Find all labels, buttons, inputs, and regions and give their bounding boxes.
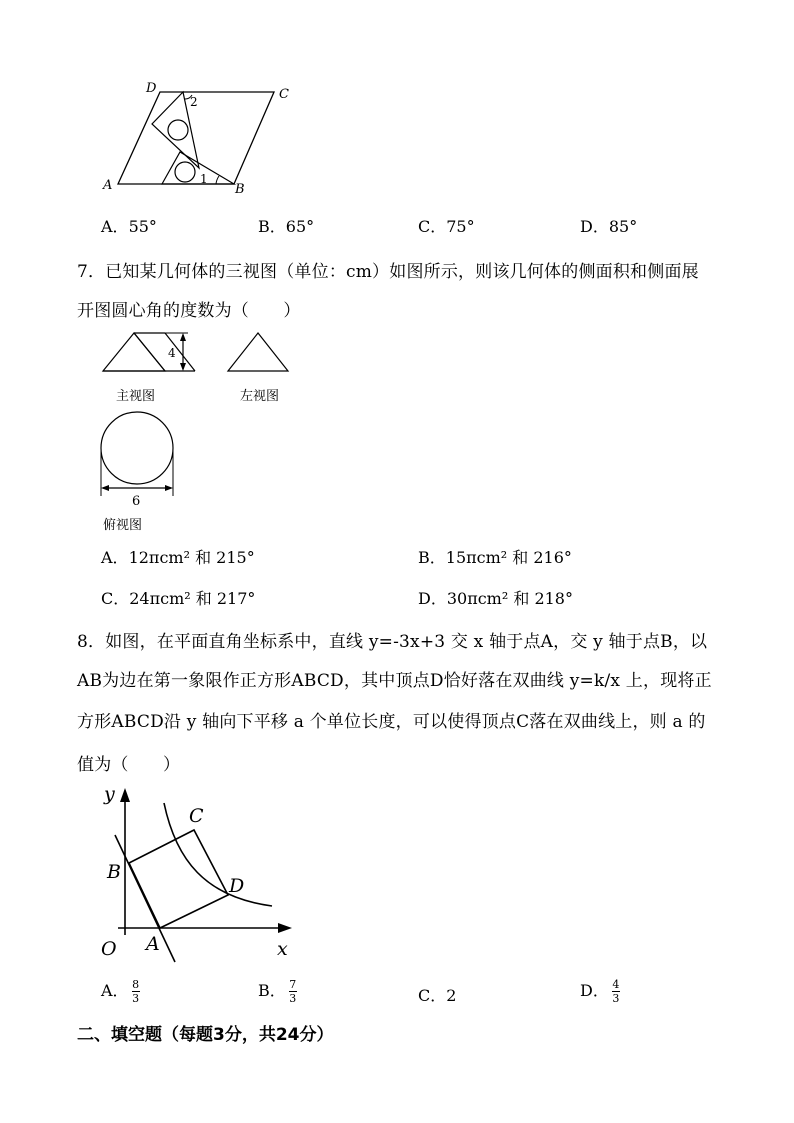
q8-option-d-fraction <box>612 979 620 1004</box>
q6-label-angle2: 2 <box>190 95 198 109</box>
q8-option-b-den: 3 <box>289 992 297 1005</box>
q6-option-c-text: 75° <box>446 217 475 236</box>
section-2-heading: 二、填空题（每题3分，共24分） <box>77 1025 334 1045</box>
q6-option-d-letter: D． <box>580 217 609 236</box>
q8-option-b[interactable] <box>258 978 297 1004</box>
q8-option-b-num: 7 <box>289 978 297 991</box>
q8-option-d-letter: D． <box>580 981 609 1000</box>
q6-label-angle1: 1 <box>200 172 208 186</box>
q8-option-b-fraction <box>289 979 297 1004</box>
q6-label-A: A <box>103 178 113 193</box>
q8-option-d-den: 3 <box>612 992 620 1005</box>
q7-option-a-letter: A． <box>101 548 129 567</box>
q8-option-a-den: 3 <box>132 992 140 1005</box>
q7-width-label: 6 <box>132 494 141 509</box>
q8-option-d-num: 4 <box>612 978 620 991</box>
q7-option-b-text: 15πcm² 和 216° <box>445 548 572 567</box>
q8-stem-line2: AB为边在第一象限作正方形ABCD，其中顶点D恰好落在双曲线 y=k/x 上，现将正 <box>77 671 712 691</box>
q7-front-view-caption: 主视图 <box>116 389 156 404</box>
q7-top-view-caption: 俯视图 <box>103 518 143 533</box>
q7-height-label: 4 <box>168 346 176 360</box>
q7-option-a-text: 12πcm² 和 215° <box>128 548 255 567</box>
q8-option-a-fraction <box>132 979 140 1004</box>
q8-option-c-letter: C． <box>418 986 447 1005</box>
q6-option-a-letter: A． <box>101 217 129 236</box>
q8-label-A: A <box>146 933 160 955</box>
q8-option-a-num: 8 <box>132 978 140 991</box>
q8-y-axis-arrow <box>120 788 130 802</box>
q8-label-x: x <box>277 938 288 960</box>
q8-option-b-letter: B． <box>258 981 286 1000</box>
q7-left-view-caption: 左视图 <box>240 389 280 404</box>
q7-option-c-text: 24πcm² 和 217° <box>129 589 256 608</box>
q8-option-a-letter: A． <box>101 981 129 1000</box>
q6-option-b-text: 65° <box>285 217 315 236</box>
q6-option-c-letter: C． <box>418 217 447 236</box>
q8-label-B: B <box>107 861 121 883</box>
q8-option-d[interactable] <box>580 978 620 1004</box>
q8-hyperbola <box>164 803 272 906</box>
q8-option-c[interactable] <box>418 983 456 1006</box>
q8-stem-line1: 8．如图，在平面直角坐标系中，直线 y=-3x+3 交 x 轴于点A，交 y 轴于点B，以 <box>77 632 708 652</box>
q6-option-d-text: 85° <box>608 217 638 236</box>
q8-label-y: y <box>104 783 115 805</box>
q8-option-c-text: 2 <box>446 986 457 1005</box>
q7-stem-line1: 7．已知某几何体的三视图（单位：cm）如图所示，则该几何体的侧面积和侧面展 <box>77 262 699 282</box>
q6-label-B: B <box>235 182 245 197</box>
q7-option-d-letter: D． <box>418 589 447 608</box>
q7-stem-line2: 开图圆心角的度数为（ ） <box>77 301 301 321</box>
q7-option-b-letter: B． <box>418 548 446 567</box>
q8-label-C: C <box>189 805 204 827</box>
q7-option-c-letter: C． <box>101 589 130 608</box>
q8-label-O: O <box>101 938 117 960</box>
q6-label-D: D <box>146 81 157 96</box>
q6-option-a-text: 55° <box>128 217 157 236</box>
q7-option-d-text: 30πcm² 和 218° <box>446 589 573 608</box>
q8-label-D: D <box>229 875 245 897</box>
q6-option-b-letter: B． <box>258 217 286 236</box>
q8-stem-line3: 方形ABCD沿 y 轴向下平移 a 个单位长度，可以使得顶点C落在双曲线上，则 a 的 <box>77 712 706 732</box>
q8-option-a[interactable] <box>101 978 140 1004</box>
q8-x-axis-arrow <box>278 923 292 933</box>
q6-label-C: C <box>279 87 289 102</box>
q8-stem-line4: 值为（ ） <box>77 755 181 775</box>
